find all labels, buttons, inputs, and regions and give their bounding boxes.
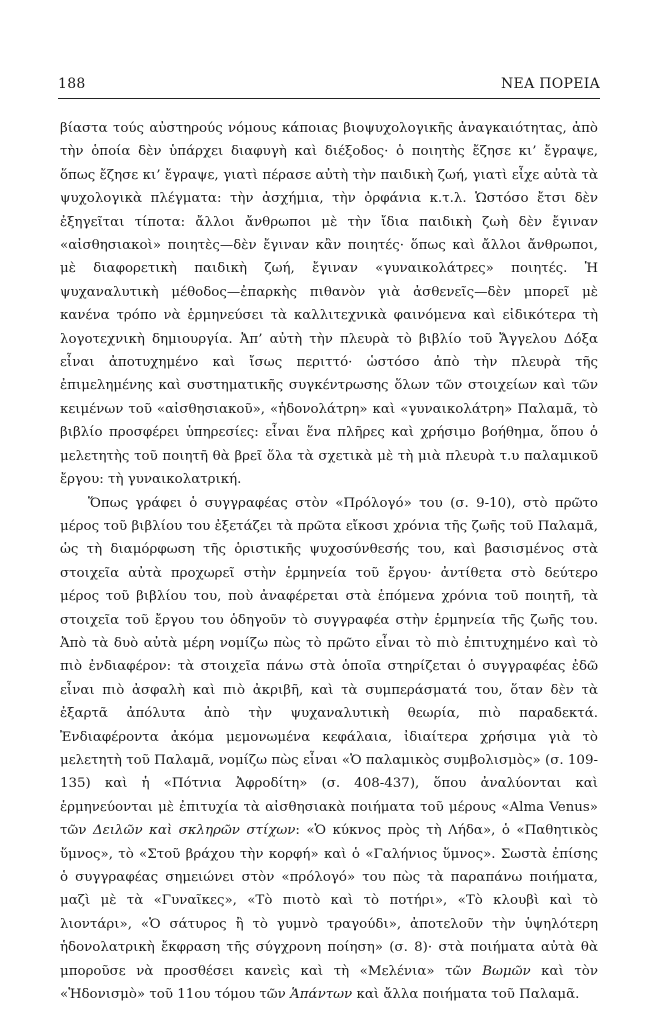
text-span: καὶ ἄλλα ποιήματα τοῦ Παλαμᾶ. (352, 987, 580, 1003)
running-title: ΝΕΑ ΠΟΡΕΙΑ (501, 76, 600, 92)
paragraph-1 (60, 117, 598, 492)
text-span: : «Ὁ κύκνος πρὸς τὴ Λήδα», ὁ «Παθητικὸς ὕμνος», τὸ «Στοῦ βράχου τὴν κορφή» καὶ ὁ «Γαλήνιος ὕμνος». Σωστὰ ἐπίσης ὁ συγγραφέας σημειώνει στὸν «πρόλογό» του πὼς τὰ παραπάνω ποιήματα, μαζὶ μὲ τὰ «Γυναῖκες», «Τὸ πιοτὸ καὶ τὸ ποτήρι», «Τὸ κλουβὶ καὶ τὸ λιοντάρι», «Ὁ σάτυρος ἢ τὸ γυμνὸ τραγούδι», ἀποτελοῦν τὴν ὑψηλότερη ἡδονολατρικὴ ἔκφραση τῆς σύγχρονη ποίηση» (σ. 8)· στὰ ποιήματα αὐτὰ θὰ μποροῦσε νὰ προσθέσει κανεὶς καὶ τὴ «Μελένια» τῶν (60, 823, 598, 979)
italic-book-title: Δειλῶν καὶ σκληρῶν στίχων (92, 823, 296, 839)
body-text (60, 117, 598, 1006)
italic-book-title: Ἁπάντων (290, 987, 353, 1003)
text-span: βίαστα τούς αὐστηρούς νόμους κάποιας βιοψυχολογικῆς ἀναγκαιότητας, ἀπὸ τὴν ὁποία δὲν ὑπάρχει διαφυγὴ καὶ διέξοδος· ὁ ποιητὴς ἔζησε κι’ ἔγραψε, ὅπως ἔζησε κι’ ἔγραψε, γιατὶ πέρασε αὐτὴ τὴν παιδικὴ ζωή, γιατὶ εἶχε αὐτὰ τὰ ψυχολογικὰ πλέγματα: τὴν ἀσχήμια, τὴν ὀρφάνια κ.τ.λ. Ὡστόσο ἔτσι δὲν ἐξηγεῖται τίποτα: ἄλλοι ἄνθρωποι μὲ τὴν ἴδια παιδικὴ ζωὴ δὲν ἔγιναν «αἰσθησιακοὶ» ποιητὲς—δὲν ἔγιναν κἂν ποιητές· ὅπως καὶ ἄλλοι ἄνθρωποι, μὲ διαφορετικὴ παιδικὴ ζωή, ἔγιναν «γυναικολάτρες» ποιητές. Ἡ ψυχαναλυτικὴ μέθοδος—ἐπαρκὴς πιθανὸν γιὰ ἀσθενεῖς—δὲν μπορεῖ μὲ κανένα τρόπο νὰ ἑρμηνεύσει τὰ καλλιτεχνικὰ φαινόμενα καὶ εἰδικότερα τὴ λογοτεχνικὴ δημιουργία. Ἀπ’ αὐτὴ τὴν πλευρὰ τὸ βιβλίο τοῦ Ἄγγελου Δόξα εἶναι ἀποτυχημένο καὶ ἴσως περιττό· ὡστόσο ἀπὸ τὴν πλευρὰ τῆς ἐπιμελημένης καὶ συστηματικῆς συγκέντρωσης ὅλων τῶν στοιχείων καὶ τῶν κειμένων τοῦ «αἰσθησιακοῦ», «ἡδονολάτρη» καὶ «γυναικολάτρη» Παλαμᾶ, τὸ βιβλίο προσφέρει ὑπηρεσίες: εἶναι ἕνα πλῆρες καὶ χρήσιμο βοήθημα, ὅπου ὁ μελετητὴς τοῦ ποιητῆ θὰ βρεῖ ὅλα τὰ σχετικὰ μὲ τὴ μιὰ πλευρὰ τ.υ παλαμικοῦ ἔργου: τὴ γυναικολατρική. (60, 121, 598, 488)
text-span: Ὅπως γράφει ὁ συγγραφέας στὸν «Πρόλογό» του (σ. 9-10), στὸ πρῶτο μέρος τοῦ βιβλίου του ἐξετάζει τὰ πρῶτα εἴκοσι χρόνια τῆς ζωῆς τοῦ Παλαμᾶ, ὡς τὴ διαμόρφωση τῆς ὁριστικῆς ψυχοσύνθεσής του, καὶ βασισμένος στὰ στοιχεῖα αὐτὰ προχωρεῖ στὴν ἑρμηνεία τοῦ ἔργου· ἀντίθετα στὸ δεύτερο μέρος τοῦ βιβλίου του, ποὺ ἀναφέρεται στὰ ἑπόμενα χρόνια τοῦ ποιητῆ, τὰ στοιχεῖα τοῦ ἔργου του ὁδηγοῦν τὸ συγγραφέα στὴν ἑρμηνεία τῆς ζωῆς του. Ἀπὸ τὰ δυὸ αὐτὰ μέρη νομίζω πὼς τὸ πρῶτο εἶναι τὸ πιὸ ἐπιτυχημένο καὶ τὸ πιὸ ἐνδιαφέρον: τὰ στοιχεῖα πάνω στὰ ὁποῖα στηρίζεται ὁ συγγραφέας ἐδῶ εἶναι πιὸ ἀσφαλὴ καὶ πιὸ ἀκριβῆ, καὶ τὰ συμπεράσματά του, ὅταν δὲν τὰ ἐξαρτᾶ ἀπόλυτα ἀπὸ τὴν ψυχαναλυτικὴ θεωρία, πιὸ παραδεκτά. Ἐνδιαφέροντα ἀκόμα μεμονωμένα κεφάλαια, ἰδιαίτερα χρήσιμα γιὰ τὸ μελετητὴ τοῦ Παλαμᾶ, νομίζω πὼς εἶναι «Ὁ παλαμικὸς συμβολισμὸς» (σ. 109-135) καὶ ἡ «Πότνια Ἀφροδίτη» (σ. 408-437), ὅπου ἀναλύονται καὶ ἑρμηνεύονται μὲ ἐπιτυχία τὰ αἰσθησιακὰ ποιήματα τοῦ μέρους «Alma Venus» τῶν (60, 495, 598, 839)
page-header (58, 76, 600, 92)
header-rule (58, 98, 600, 99)
italic-book-title: Βωμῶν (482, 963, 531, 979)
text-span: καὶ τὸν «Ἡδονισμὸ» τοῦ 11ου τόμου τῶν (60, 963, 598, 1003)
page-number: 188 (58, 76, 86, 92)
paragraph-2 (60, 492, 598, 1007)
